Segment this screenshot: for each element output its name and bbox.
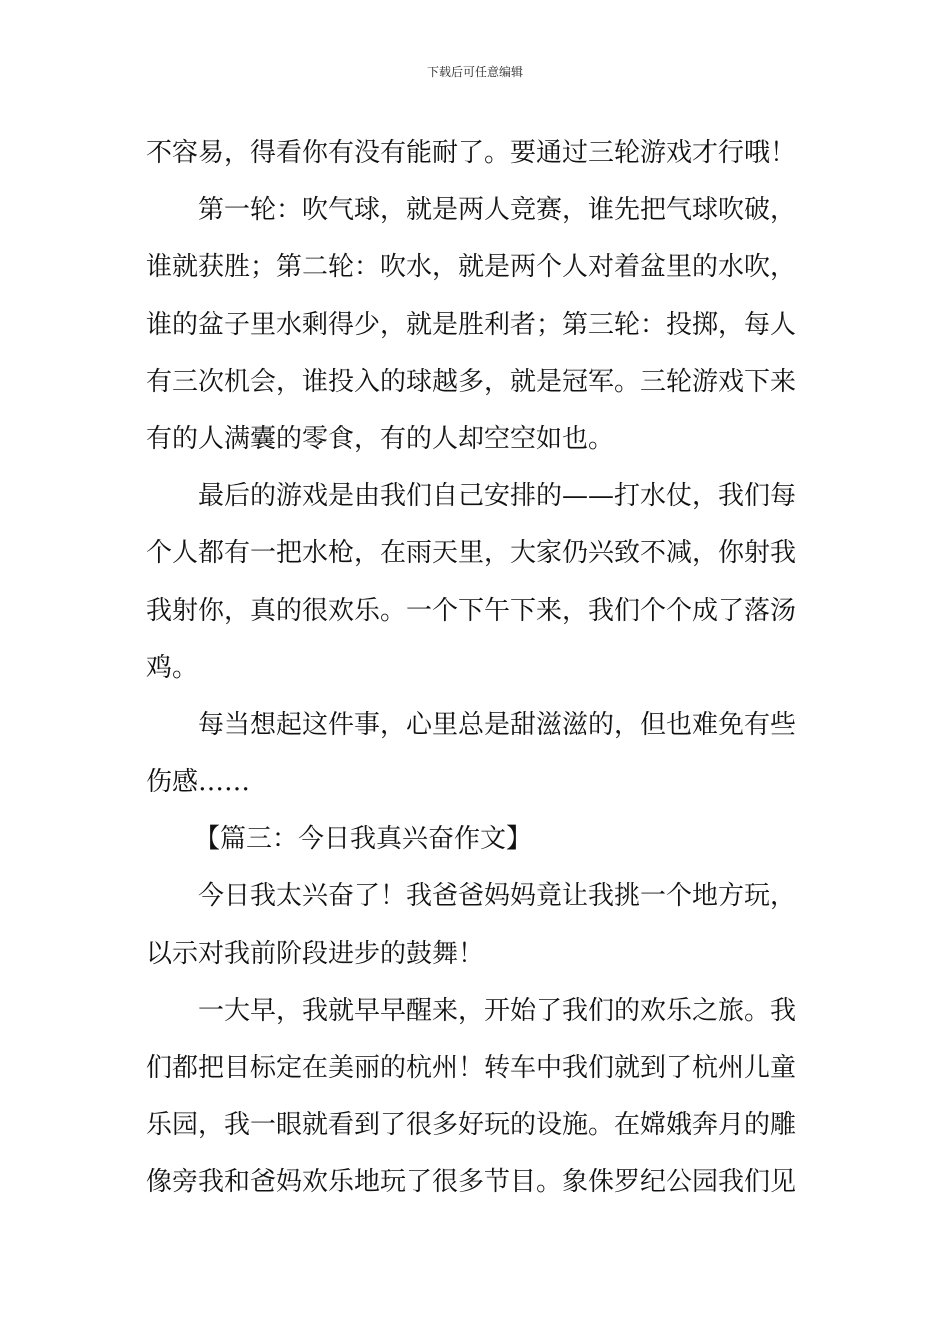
text-line: 第一轮：吹气球，就是两人竞赛，谁先把气球吹破， xyxy=(198,195,797,226)
page-header: 下载后可任意编辑 xyxy=(426,65,523,79)
text-line: 们都把目标定在美丽的杭州！转车中我们就到了杭州儿童 xyxy=(146,1053,797,1083)
text-line: 以示对我前阶段进步的鼓舞！ xyxy=(146,938,485,969)
text-line: 一大早，我就早早醒来，开始了我们的欢乐之旅。我 xyxy=(198,995,797,1026)
section-heading: 【篇三：今日我真兴奋作文】 xyxy=(194,824,533,855)
document-body xyxy=(146,125,806,1212)
text-line: 乐园，我一眼就看到了很多好玩的设施。在嫦娥奔月的雕 xyxy=(146,1110,797,1141)
text-line: 谁的盆子里水剩得少，就是胜利者；第三轮：投掷，每人 xyxy=(146,309,797,340)
text-line: 我射你，真的很欢乐。一个下午下来，我们个个成了落汤 xyxy=(146,595,797,626)
text-line: 鸡。 xyxy=(146,652,199,683)
text-line: 个人都有一把水枪，在雨天里，大家仍兴致不减，你射我 xyxy=(146,538,797,569)
text-line: 每当想起这件事，心里总是甜滋滋的，但也难免有些 xyxy=(198,709,797,740)
text-line: 有三次机会，谁投入的球越多，就是冠军。三轮游戏下来 xyxy=(146,366,797,397)
text-line: 有的人满囊的零食，有的人却空空如也。 xyxy=(146,423,615,454)
text-line: 伤感…… xyxy=(146,767,251,798)
text-line: 今日我太兴奋了！我爸爸妈妈竟让我挑一个地方玩， xyxy=(198,881,797,912)
text-line: 不容易，得看你有没有能耐了。要通过三轮游戏才行哦！ xyxy=(146,138,797,168)
text-line: 像旁我和爸妈欢乐地玩了很多节目。象侏罗纪公园我们见 xyxy=(146,1167,797,1198)
text-line: 最后的游戏是由我们自己安排的——打水仗，我们每 xyxy=(198,481,797,512)
text-line: 谁就获胜；第二轮：吹水，就是两个人对着盆里的水吹， xyxy=(146,252,797,283)
